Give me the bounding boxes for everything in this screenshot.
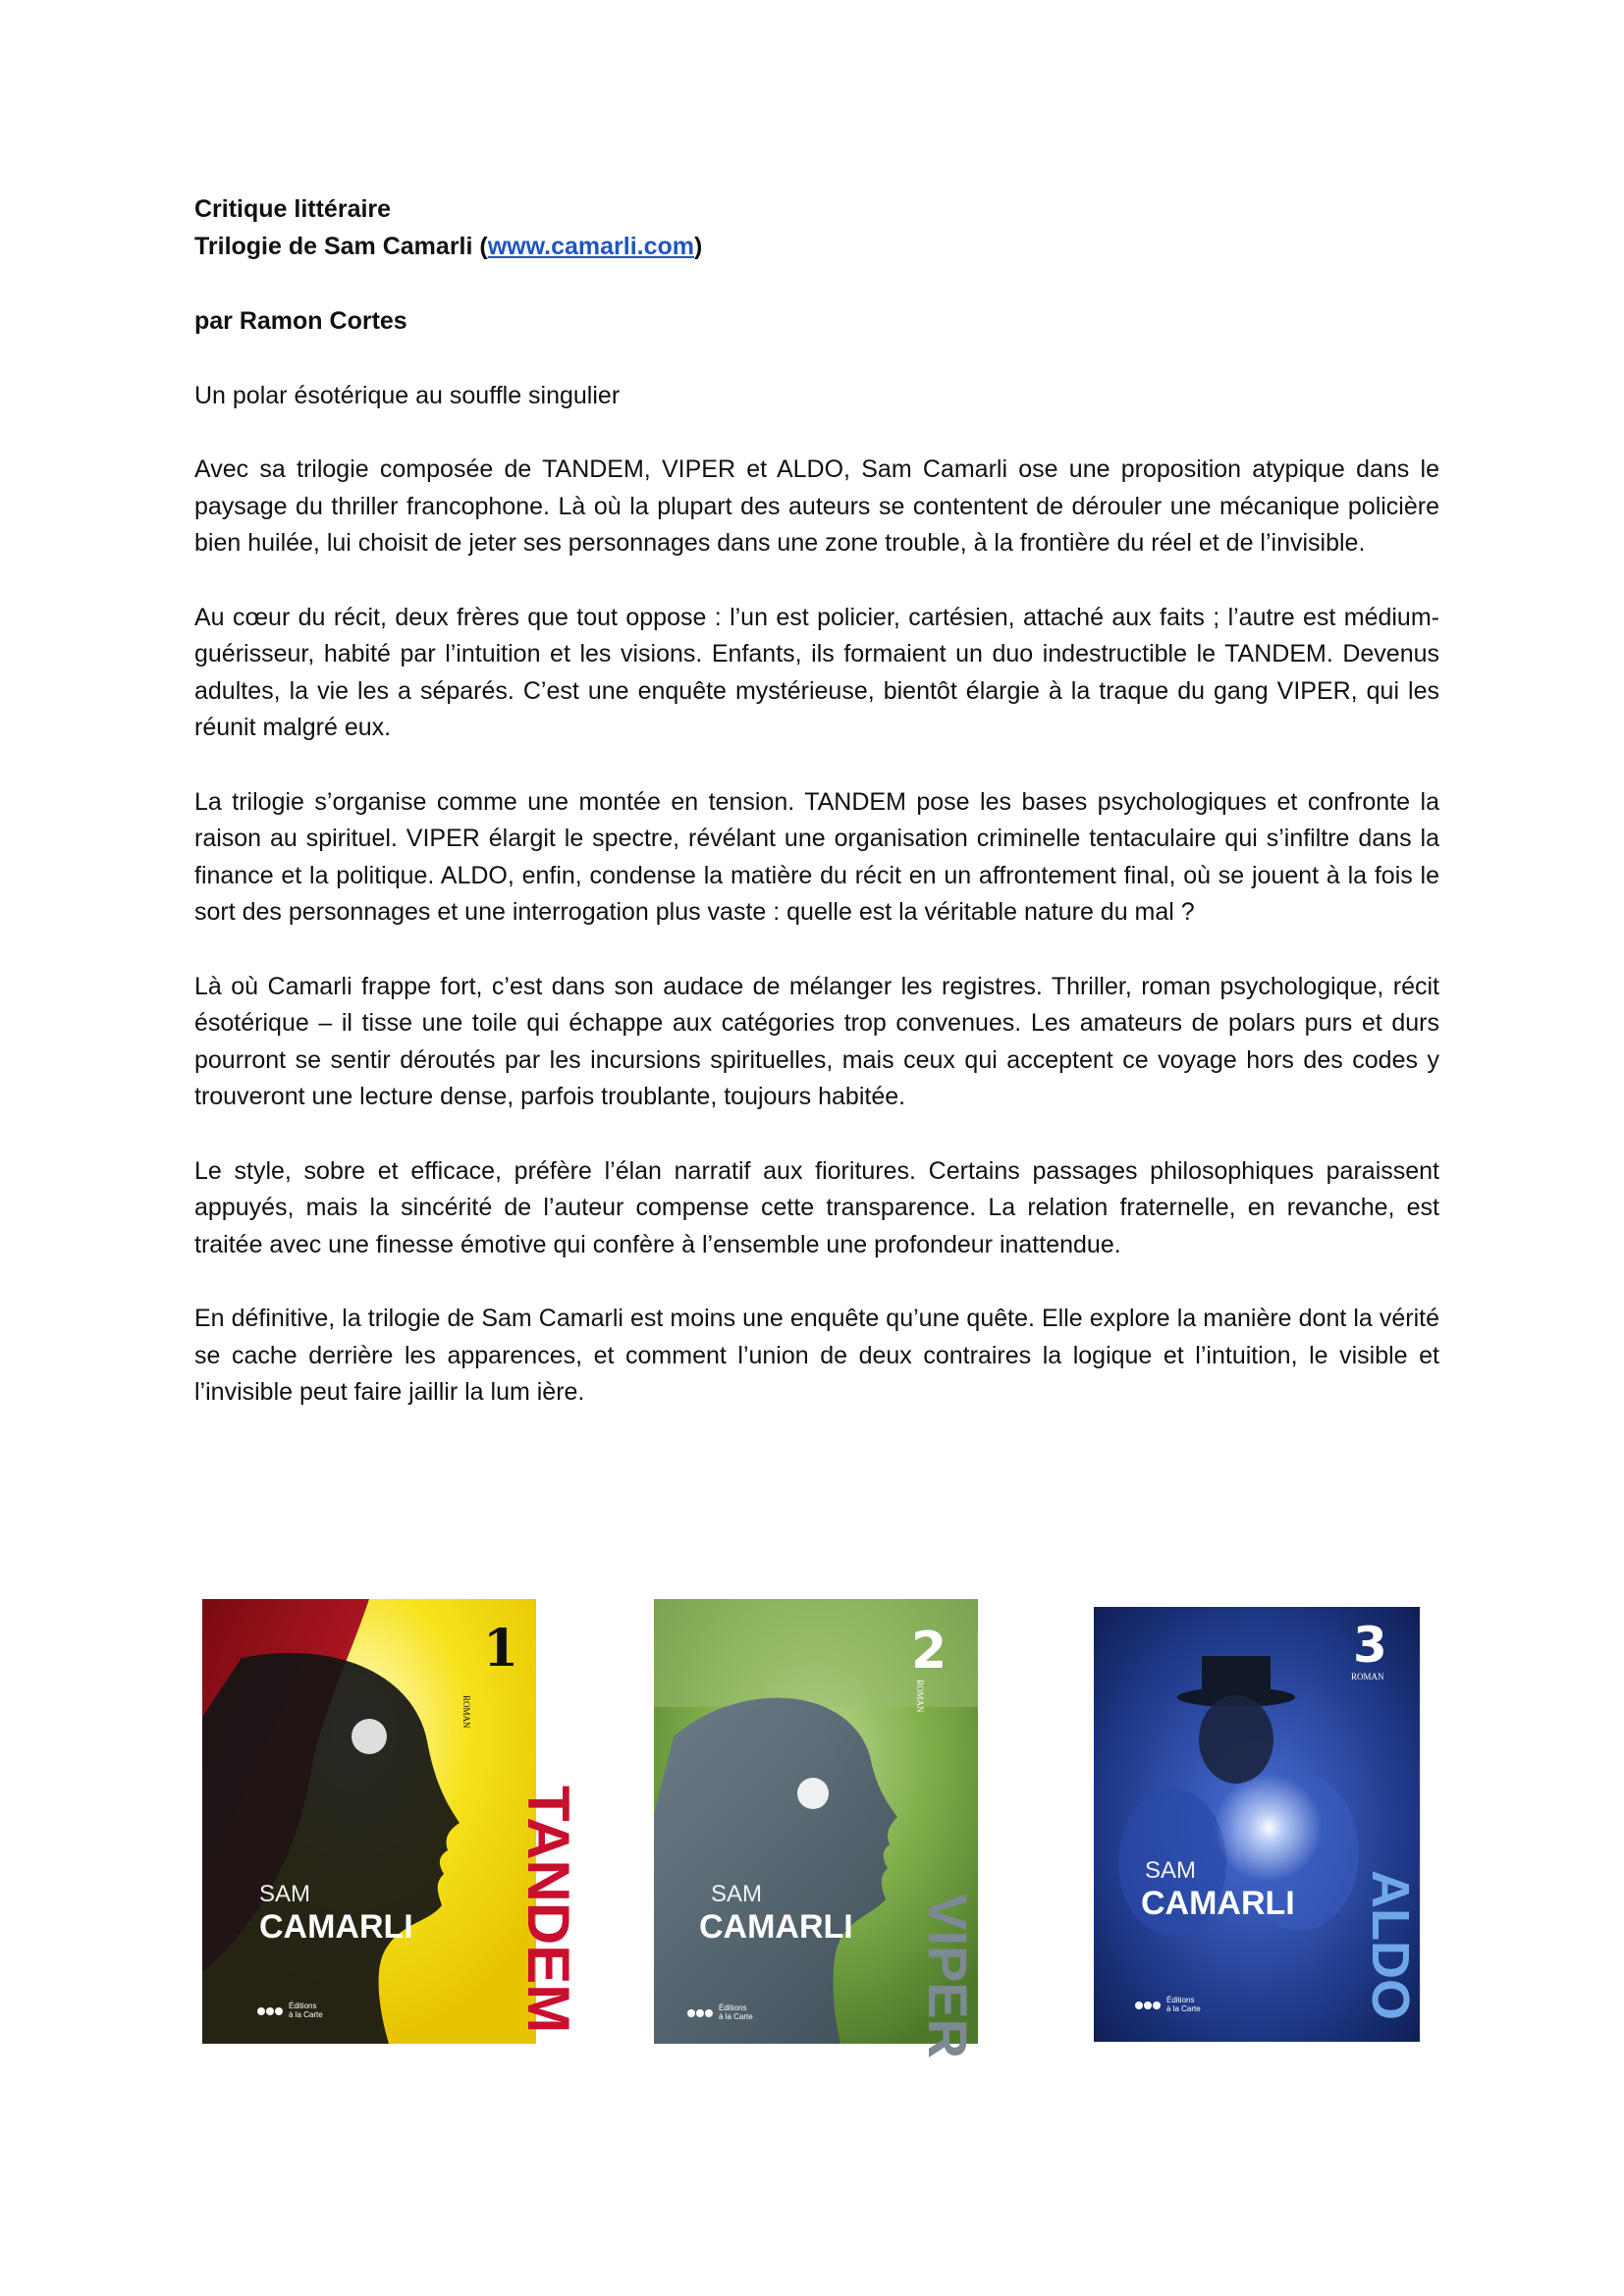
camarli-website-link[interactable]: www.camarli.com	[487, 233, 694, 260]
review-paragraph: Le style, sobre et efficace, préfère l’élan narratif aux fioritures. Certains passages philosophiques paraissent appuyés, mais la sincérité de l’auteur compense cette transparence. La relation fraternelle, en revanche, est traitée avec une finesse émotive qui confère à l’ensemble une profondeur inattendue.	[194, 1156, 1439, 1258]
publisher-name-line2: à la Carte	[719, 2012, 753, 2021]
book-cover-viper	[654, 1599, 979, 2059]
publisher-name-line2: à la Carte	[1166, 2004, 1201, 2013]
volume-number: 3	[1353, 1617, 1387, 1674]
volume-number: 2	[911, 1622, 947, 1681]
publisher-logo-icon	[687, 2009, 713, 2017]
review-paragraph: La trilogie s’organise comme une montée en tension. TANDEM pose les bases psychologiques et confronte la raison au spirituel. VIPER élargit le spectre, révélant une organisation criminelle tentaculaire qui s’infiltre dans la finance et la politique. ALDO, enfin, condense la matière du récit en un affrontement final, où se jouent à la fois le sort des personnages et une interrogation plus vaste : quelle est la véritable nature du mal ?	[194, 787, 1439, 926]
review-paragraph: Au cœur du récit, deux frères que tout oppose : l’un est policier, cartésien, attaché aux faits ; l’autre est médium-guérisseur, habité par l’intuition et les visions. Enfants, ils formaient un duo indestructible le TANDEM. Devenus adultes, la vie les a séparés. C’est une enquête mystérieuse, bientôt élargie à la traque du gang VIPER, qui les réunit malgré eux.	[194, 603, 1439, 741]
publisher-name: Éditions	[719, 2003, 747, 2012]
publisher-logo-icon	[1135, 2002, 1161, 2009]
document-heading: Critique littéraire	[194, 195, 392, 223]
book-cover-aldo	[1094, 1607, 1420, 2042]
author-first-name: SAM	[259, 1881, 311, 1907]
book-title: TANDEM	[515, 1786, 581, 2034]
trilogy-heading	[194, 228, 1439, 265]
roman-label: ROMAN	[461, 1695, 471, 1729]
review-paragraph: En définitive, la trilogie de Sam Camarli est moins une enquête qu’une quête. Elle explore la manière dont la vérité se cache derrière les apparences, et comment l’union de deux contraires la logique et l’intuition, le visible et l’invisible peut faire jaillir la lum ière.	[194, 1305, 1439, 1406]
trilogy-heading-prefix: Trilogie de Sam Camarli (	[194, 233, 488, 260]
roman-label: ROMAN	[915, 1680, 925, 1713]
author-last-name: CAMARLI	[699, 1908, 853, 1946]
book-cover-tandem	[202, 1599, 581, 2044]
author-first-name: SAM	[711, 1881, 763, 1907]
volume-number: 1	[483, 1619, 519, 1679]
review-paragraph: Avec sa trilogie composée de TANDEM, VIPER et ALDO, Sam Camarli ose une proposition atypique dans le paysage du thriller francophone. Là où la plupart des auteurs se contentent de dérouler une mécanique policière bien huilée, lui choisit de jeter ses personnages dans une zone trouble, à la frontière du réel et de l’invisible.	[194, 455, 1439, 557]
author-last-name: CAMARLI	[1141, 1885, 1295, 1922]
light-glow	[1215, 1774, 1323, 1882]
document-body	[194, 190, 1439, 1412]
review-paragraph: Là où Camarli frappe fort, c’est dans son audace de mélanger les registres. Thriller, roman psychologique, récit ésotérique – il tisse une toile qui échappe aux catégories trop convenues. Les amateurs de polars purs et durs pourront se sentir déroutés par les incursions spirituelles, mais ceux qui acceptent ce voyage hors des codes y trouveront une lecture dense, parfois troublante, toujours habitée.	[194, 972, 1439, 1110]
publisher-logo-icon	[257, 2007, 283, 2015]
author-first-name: SAM	[1145, 1857, 1197, 1884]
review-subtitle: Un polar ésotérique au souffle singulier	[194, 382, 621, 409]
book-title: ALDO	[1361, 1870, 1420, 2020]
book-title: VIPER	[917, 1894, 979, 2059]
review-author: par Ramon Cortes	[194, 307, 407, 335]
publisher-name: Éditions	[1166, 1996, 1195, 2004]
roman-label: ROMAN	[1351, 1672, 1384, 1682]
publisher-name-line2: à la Carte	[289, 2010, 323, 2019]
trilogy-heading-suffix: )	[694, 233, 703, 260]
publisher-name: Éditions	[289, 2002, 317, 2010]
book-covers	[0, 1597, 1624, 2059]
author-last-name: CAMARLI	[259, 1908, 413, 1946]
